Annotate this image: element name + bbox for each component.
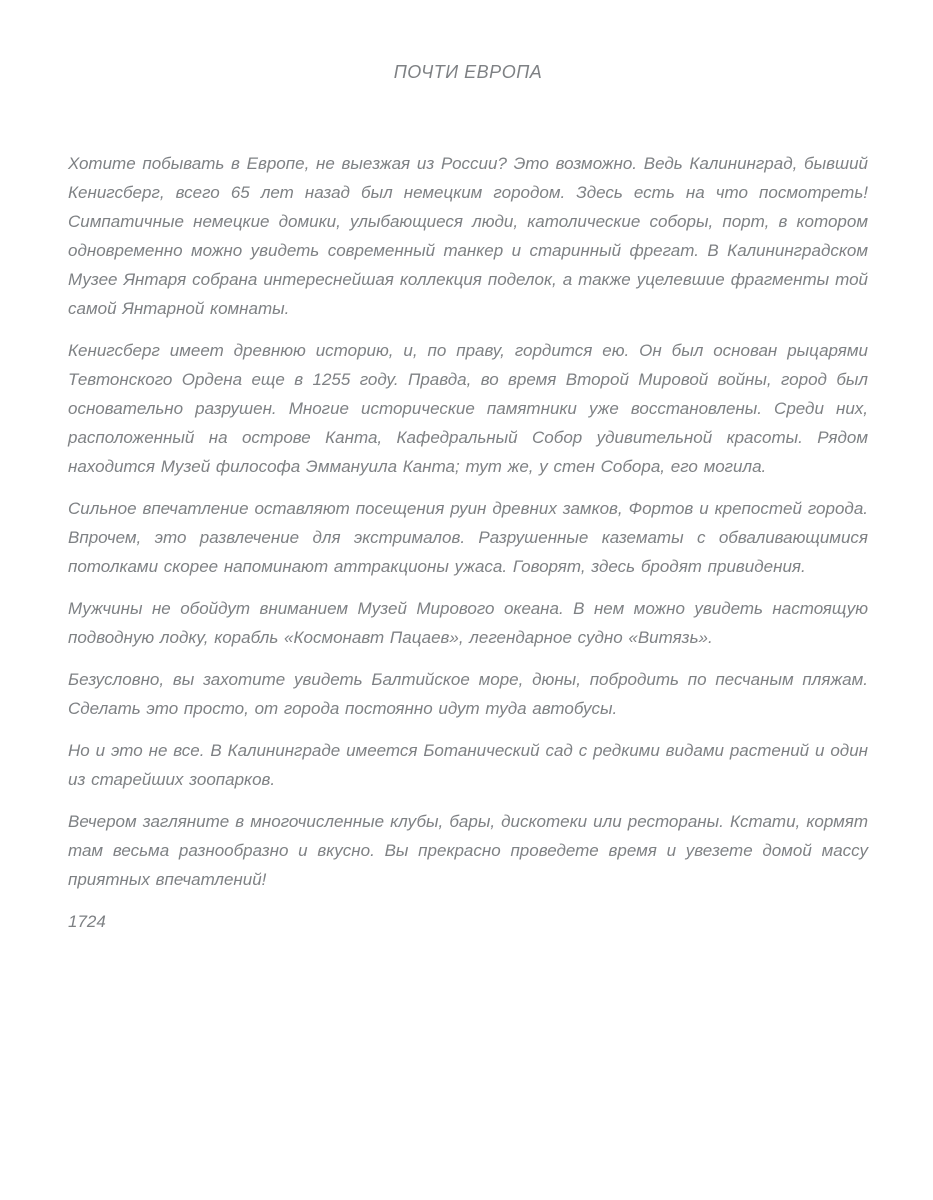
paragraph-intro-kaliningrad: Хотите побывать в Европе, не выезжая из России? Это возможно. Ведь Калининград, бывший Кенигсберг, всего 65 лет назад был немецким городом. Здесь есть на что посмотреть! Симпатичные немецкие домики, улыбающиеся люди, католические соборы, порт, в котором одновременно можно увидеть современный танкер и старинный фрегат. В Калининградском Музее Янтаря собрана интереснейшая коллекция поделок, а также уцелевшие фрагменты той самой Янтарной комнаты. bbox=[68, 154, 868, 318]
document-title: ПОЧТИ ЕВРОПА bbox=[393, 62, 543, 82]
footer-number: 1724 bbox=[68, 912, 106, 931]
paragraph-history-koenigsberg: Кенигсберг имеет древнюю историю, и, по праву, гордится ею. Он был основан рыцарями Тевтонского Ордена еще в 1255 году. Правда, во время Второй Мировой войны, город был основательно разрушен. Многие исторические памятники уже восстановлены. Среди них, расположенный на острове Канта, Кафедральный Собор удивительной красоты. Рядом находится Музей философа Эммануила Канта; тут же, у стен Собора, его могила. bbox=[68, 341, 868, 476]
paragraph-ocean-museum: Мужчины не обойдут вниманием Музей Мирового океана. В нем можно увидеть настоящую подводную лодку, корабль «Космонавт Пацаев», легендарное судно «Витязь». bbox=[68, 599, 868, 647]
paragraph-botanical-garden: Но и это не все. В Калининграде имеется Ботанический сад с редкими видами растений и один из старейших зоопарков. bbox=[68, 741, 868, 789]
paragraph-baltic-sea: Безусловно, вы захотите увидеть Балтийское море, дюны, побродить по песчаным пляжам. Сделать это просто, от города постоянно идут туда автобусы. bbox=[68, 670, 868, 718]
paragraph-castles-forts: Сильное впечатление оставляют посещения руин древних замков, Фортов и крепостей города. Впрочем, это развлечение для экстрималов. Разрушенные казематы с обваливающимися потолками скорее напоминают аттракционы ужаса. Говорят, здесь бродят привидения. bbox=[68, 499, 868, 576]
document-body bbox=[68, 149, 868, 894]
paragraph-nightlife: Вечером загляните в многочисленные клубы, бары, дискотеки или рестораны. Кстати, кормят там весьма разнообразно и вкусно. Вы прекрасно проведете время и увезете домой массу приятных впечатлений! bbox=[68, 812, 868, 889]
